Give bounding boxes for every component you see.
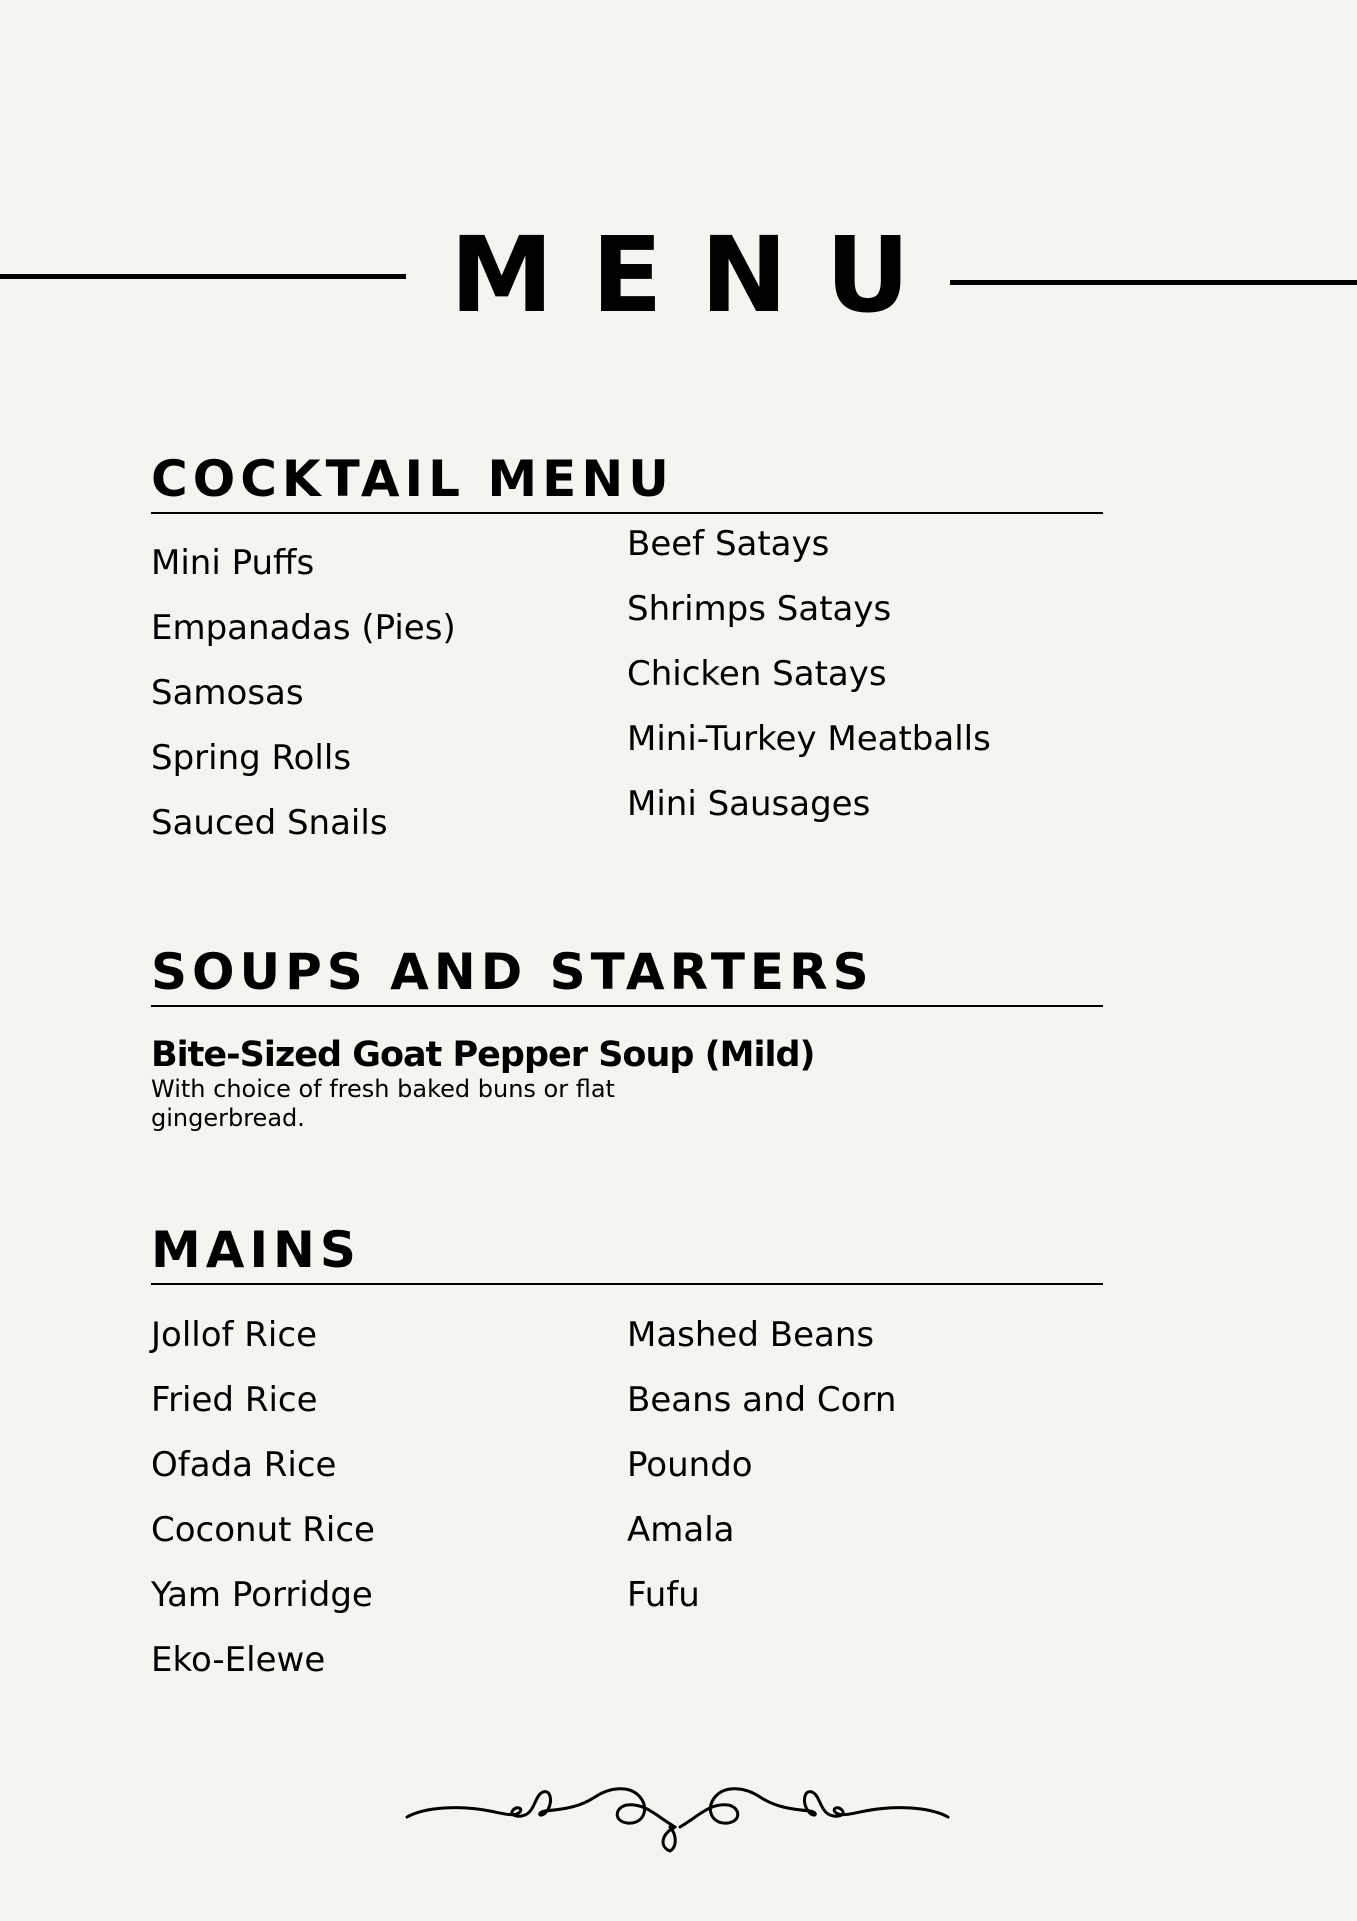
soups-heading: SOUPS AND STARTERS <box>151 943 874 1001</box>
starter-item-description: With choice of fresh baked buns or flat gingerbread. <box>151 1075 615 1132</box>
menu-title: MENU <box>449 214 949 336</box>
list-item: Fried Rice <box>151 1380 318 1420</box>
title-rule-right <box>950 280 1357 285</box>
cocktail-heading: COCKTAIL MENU <box>151 450 674 508</box>
list-item: Mini-Turkey Meatballs <box>627 719 991 759</box>
starter-item-name: Bite-Sized Goat Pepper Soup (Mild) <box>151 1035 815 1075</box>
list-item: Beef Satays <box>627 524 830 564</box>
cocktail-list-left <box>151 531 456 856</box>
mains-heading: MAINS <box>151 1221 361 1279</box>
list-item: Coconut Rice <box>151 1510 375 1550</box>
list-item: Amala <box>627 1510 735 1550</box>
cocktail-list-right <box>627 512 991 837</box>
list-item: Chicken Satays <box>627 654 887 694</box>
mains-rule <box>151 1283 1103 1285</box>
list-item: Mashed Beans <box>627 1315 875 1355</box>
list-item: Shrimps Satays <box>627 589 892 629</box>
swirl-flourish-icon <box>405 1765 950 1860</box>
list-item: Mini Sausages <box>627 784 871 824</box>
list-item: Empanadas (Pies) <box>151 608 456 648</box>
soups-rule <box>151 1005 1103 1007</box>
list-item: Sauced Snails <box>151 803 388 843</box>
list-item: Samosas <box>151 673 304 713</box>
list-item: Ofada Rice <box>151 1445 337 1485</box>
list-item: Mini Puffs <box>151 543 315 583</box>
mains-list-right <box>627 1303 896 1628</box>
list-item: Beans and Corn <box>627 1380 897 1420</box>
list-item: Poundo <box>627 1445 753 1485</box>
mains-list-left <box>151 1303 375 1693</box>
list-item: Jollof Rice <box>151 1315 317 1355</box>
list-item: Fufu <box>627 1575 700 1615</box>
list-item: Yam Porridge <box>151 1575 373 1615</box>
list-item: Eko-Elewe <box>151 1640 326 1680</box>
title-rule-left <box>0 274 406 279</box>
list-item: Spring Rolls <box>151 738 352 778</box>
